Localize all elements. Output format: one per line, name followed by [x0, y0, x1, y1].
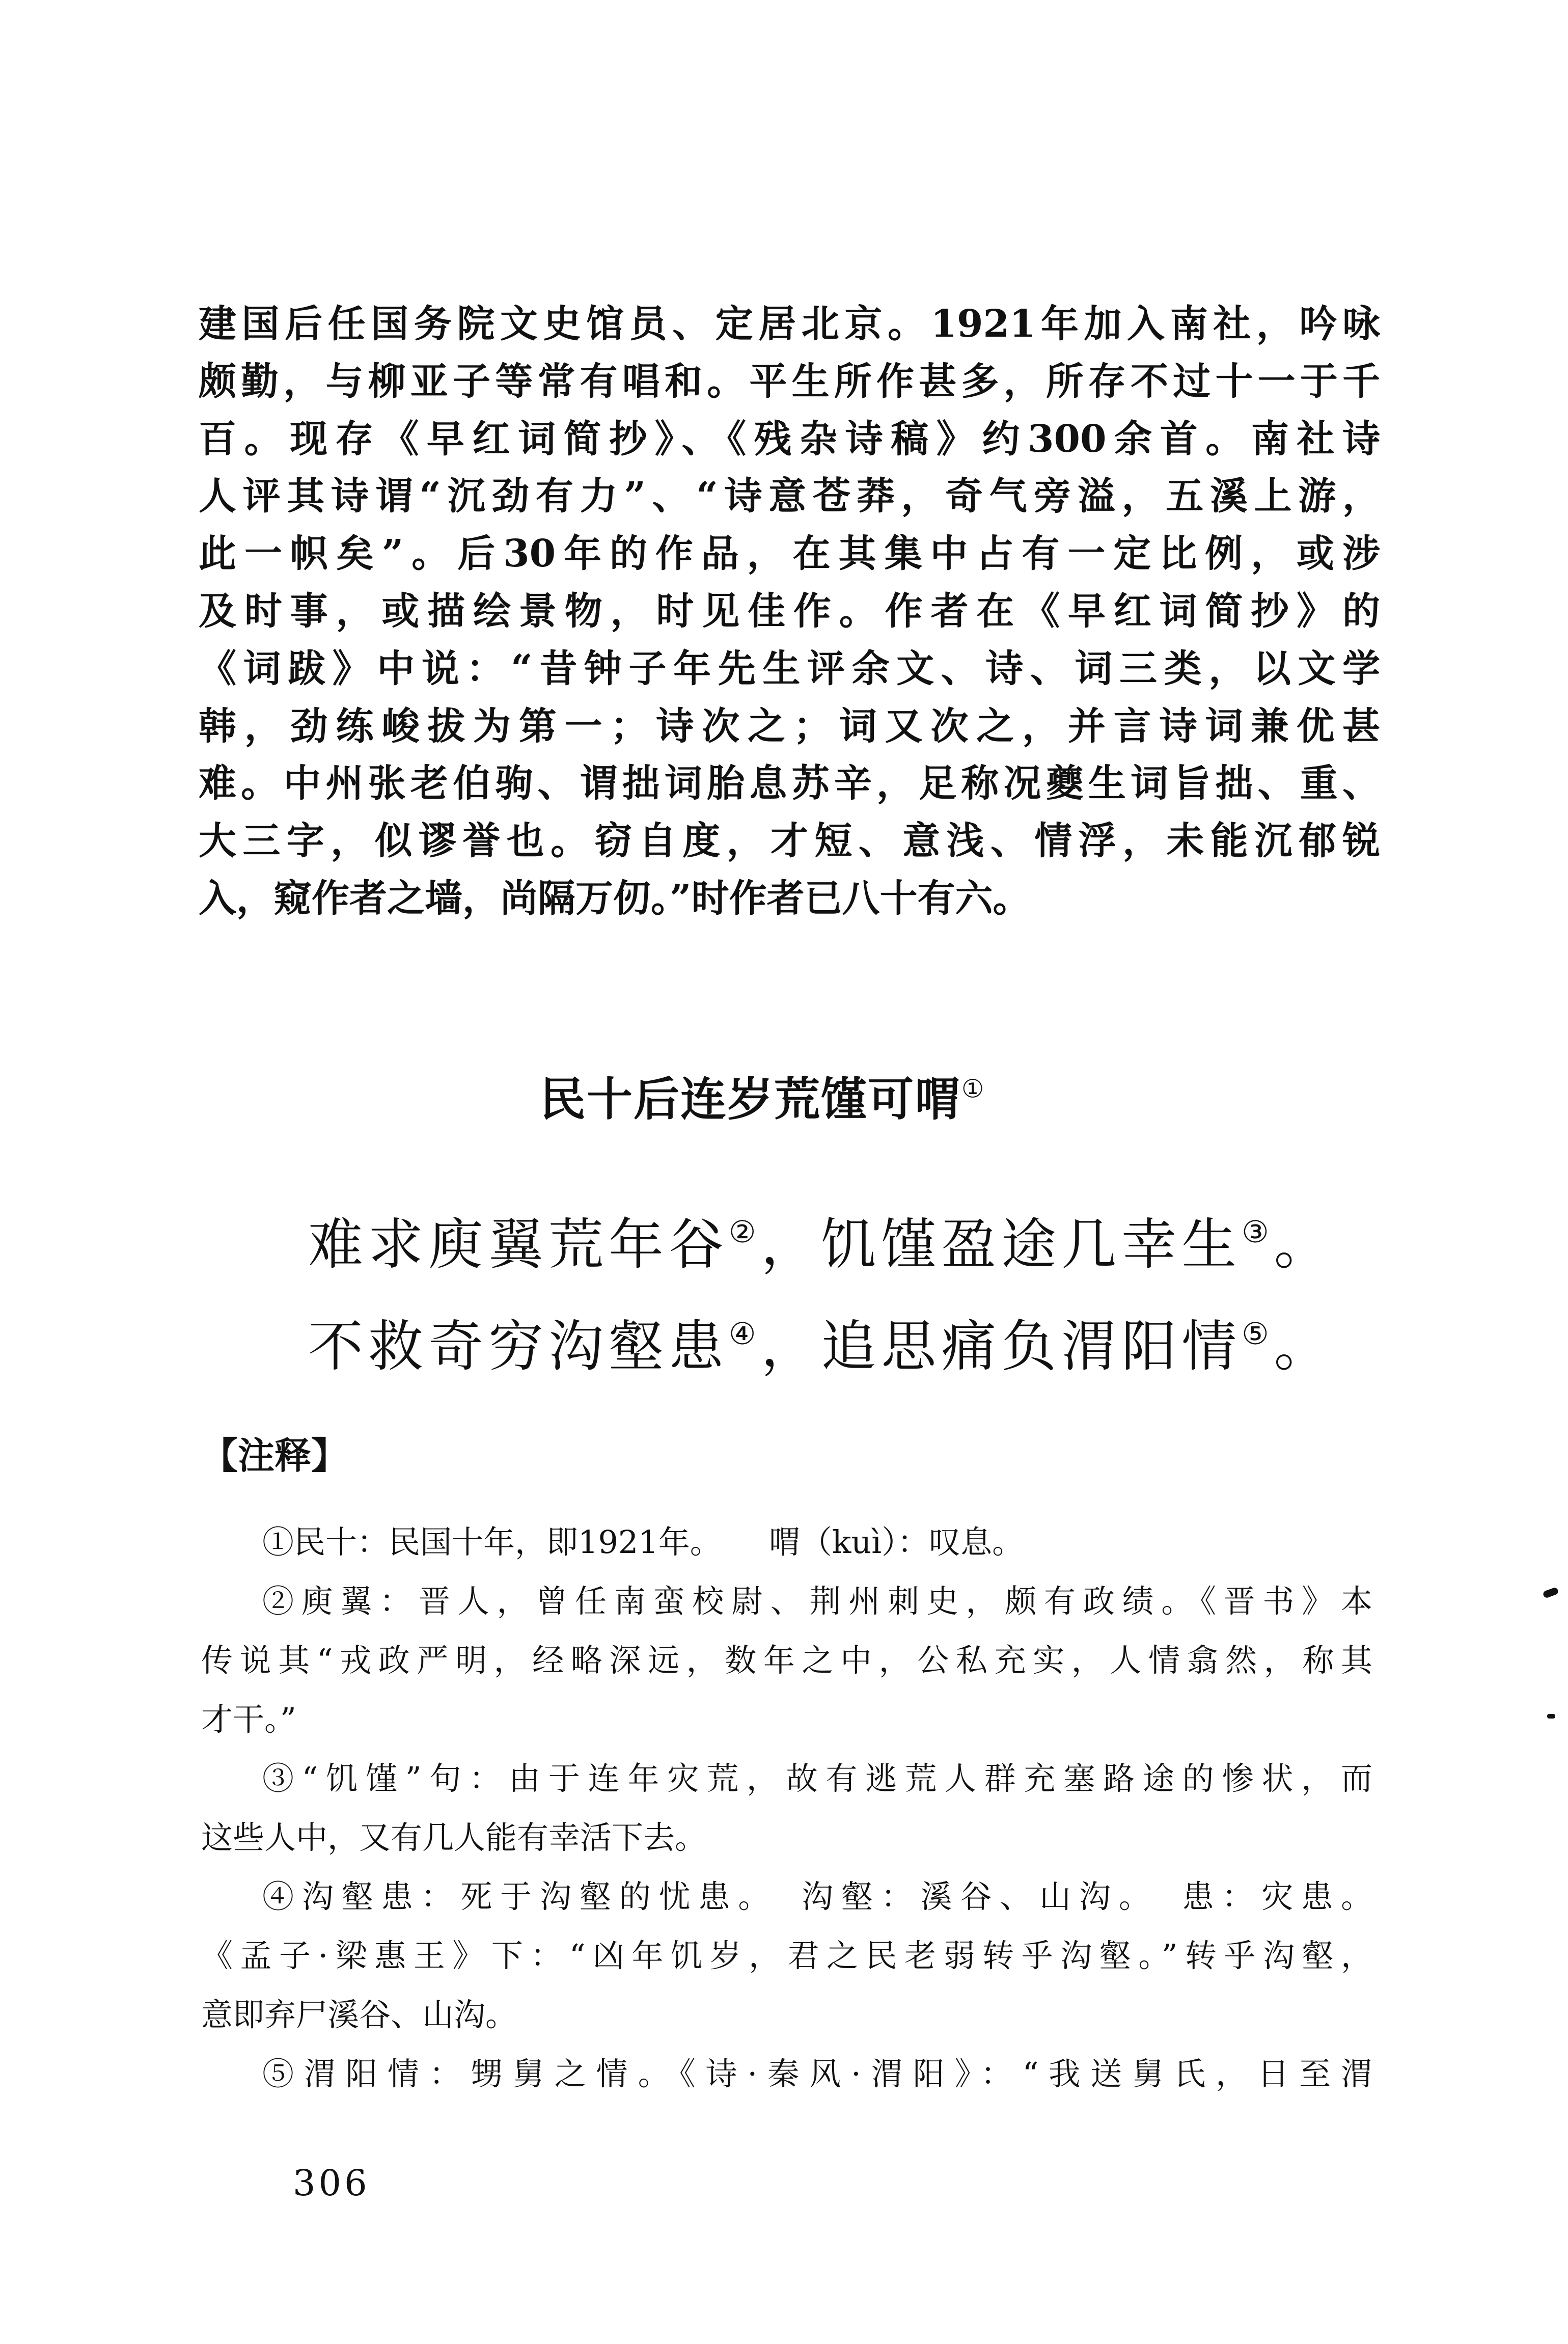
- poem-phrase: ，追思痛负渭阳情: [761, 1315, 1242, 1379]
- poem-phrase: ，饥馑盈途几幸生: [761, 1213, 1242, 1277]
- notes-section: [201, 1513, 1372, 2104]
- note-line: ⑤渭阳情：甥舅之情。《诗·秦风·渭阳》：“我送舅氏，日至渭: [262, 2055, 1372, 2092]
- note-line: 传说其“戎政严明，经略深远，数年之中，公私充实，人情翕然，称其: [201, 1642, 1372, 1679]
- poem-line: [308, 1182, 1334, 1284]
- text-line: 《词跋》中说：“昔钟子年先生评余文、诗、词三类，以文学: [199, 646, 1380, 691]
- scan-speck: [1543, 1587, 1559, 1598]
- text-line: 此一帜矣”。后30年的作品，在其集中占有一定比例，或涉: [199, 532, 1380, 576]
- footnote-marker: ②: [729, 1215, 761, 1250]
- notes-heading: 【注释】: [201, 1434, 348, 1477]
- footnote-marker: ④: [729, 1317, 761, 1352]
- text-line: 百。现存《早红词简抄》、《残杂诗稿》约300余首。南社诗: [199, 417, 1380, 461]
- text-line: 入，窥作者之墙，尚隔万仞。”时作者已八十有六。: [199, 876, 1031, 920]
- poem-phrase: 难求庾翼荒年谷: [308, 1213, 729, 1277]
- text-line: 韩，劲练峻拔为第一；诗次之；词又次之，并言诗词兼优甚: [199, 704, 1380, 748]
- text-line: 难。中州张老伯驹、谓拙词胎息苏辛，足称况夔生词旨拙、重、: [199, 761, 1380, 806]
- scan-speck: [1547, 1714, 1555, 1719]
- footnote-marker: ①: [961, 1074, 985, 1104]
- note-line: ④沟壑患：死于沟壑的忧患。 沟壑：溪谷、山沟。 患：灾患。: [262, 1878, 1372, 1915]
- note-line: ①民十：民国十年，即1921年。 喟（kuì）：叹息。: [262, 1523, 1024, 1561]
- poem-title-text: 民十后连岁荒馑可喟: [540, 1073, 961, 1126]
- text-line: 大三字，似谬誉也。窃自度，才短、意浅、情浮，未能沉郁锐: [199, 819, 1380, 863]
- note-line: ②庾翼：晋人，曾任南蛮校尉、荆州刺史，颇有政绩。《晋书》本: [262, 1583, 1372, 1620]
- poem-phrase: 不救奇穷沟壑患: [308, 1315, 729, 1379]
- biography-paragraph: [199, 295, 1380, 928]
- text-line: 人评其诗谓“沉劲有力”、“诗意苍莽，奇气旁溢，五溪上游，: [199, 474, 1380, 519]
- poem-line: [308, 1284, 1334, 1385]
- poem-body: [308, 1182, 1334, 1385]
- note-line: ③“饥馑”句：由于连年灾荒，故有逃荒人群充塞路途的惨状，而: [262, 1760, 1372, 1797]
- page-number: 306: [293, 2162, 370, 2204]
- note-line: 才干。”: [201, 1701, 296, 1738]
- note-line: 《孟子·梁惠王》下：“凶年饥岁，君之民老弱转乎沟壑。”转乎沟壑，: [201, 1937, 1372, 1974]
- note-line: 这些人中，又有几人能有幸活下去。: [201, 1819, 707, 1856]
- text-line: 及时事，或描绘景物，时见佳作。作者在《早红词简抄》的: [199, 589, 1380, 633]
- footnote-marker: ⑤: [1242, 1317, 1274, 1352]
- poem-punctuation: 。: [1274, 1213, 1334, 1277]
- poem-title: [540, 1062, 985, 1128]
- note-line: 意即弃尸溪谷、山沟。: [201, 1996, 517, 2033]
- text-line: 建国后任国务院文史馆员、定居北京。1921年加入南社，吟咏: [199, 302, 1380, 346]
- poem-punctuation: 。: [1274, 1315, 1334, 1379]
- footnote-marker: ③: [1242, 1215, 1274, 1250]
- text-line: 颇勤，与柳亚子等常有唱和。平生所作甚多，所存不过十一于千: [199, 359, 1380, 403]
